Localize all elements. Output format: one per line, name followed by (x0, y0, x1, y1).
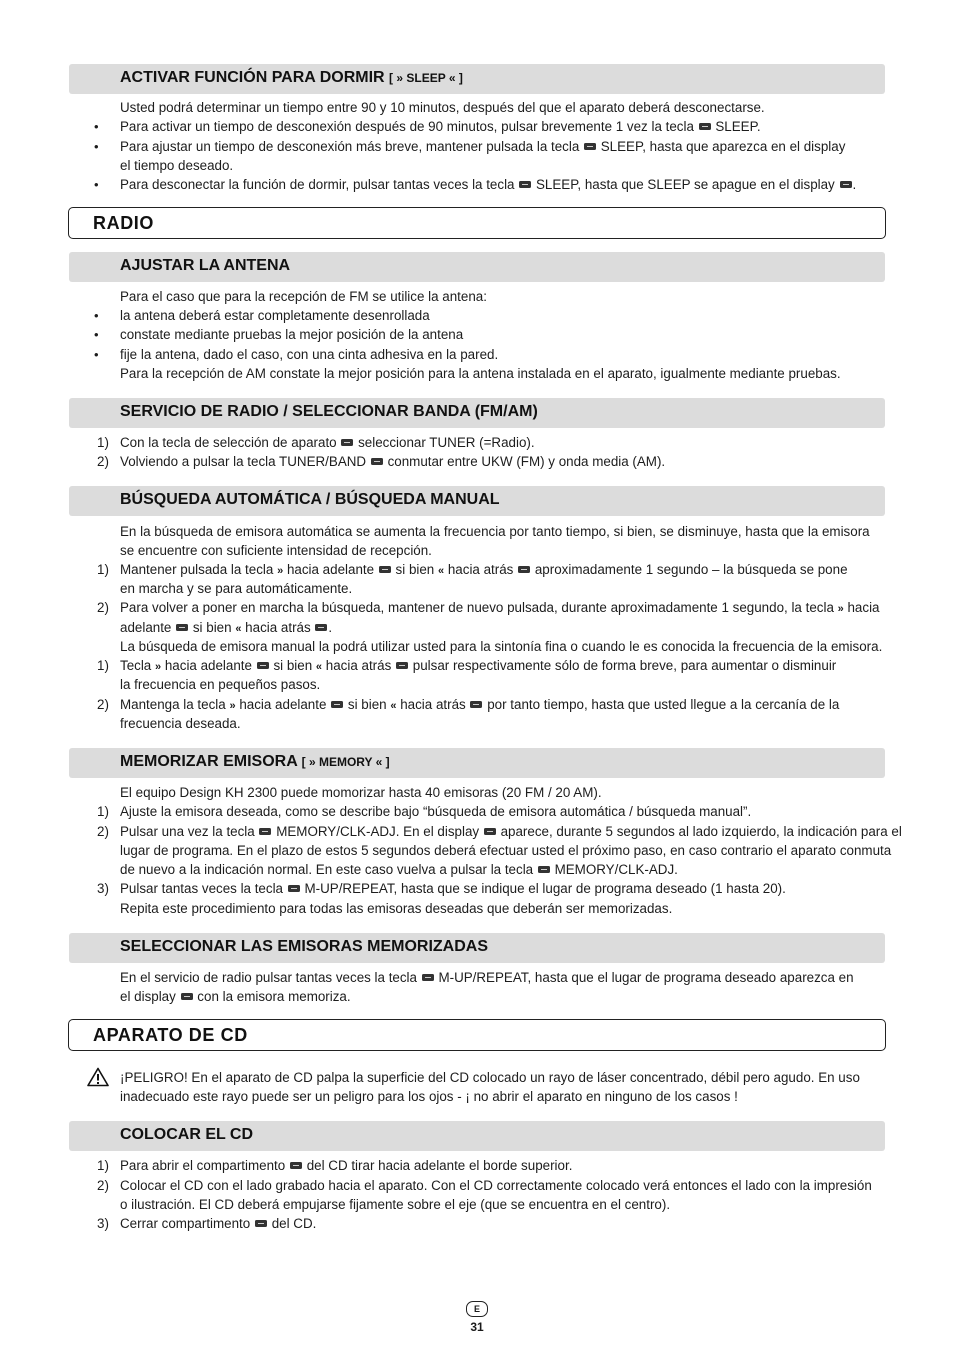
key-icon (699, 123, 711, 130)
busqueda-step-2-cont: adelante si bien « hacia atrás . (120, 620, 333, 635)
warning-icon (87, 1067, 109, 1087)
bullet: • (94, 177, 99, 192)
key-icon (290, 1162, 302, 1169)
bullet: • (94, 119, 99, 134)
sleep-bullet-2: Para ajustar un tiempo de desconexión más breve, mantener pulsada la tecla SLEEP, hasta que aparezca en el display (120, 139, 846, 154)
colocar-step-1: Para abrir el compartimento del CD tirar hacia adelante el borde superior. (120, 1158, 573, 1173)
bullet: • (94, 139, 99, 154)
antena-bullet-2: constate mediante pruebas la mejor posición de la antena (120, 327, 464, 342)
banda-step-1: Con la tecla de selección de aparato seleccionar TUNER (=Radio). (120, 435, 535, 450)
busqueda-manual-step-2: Mantenga la tecla » hacia adelante si bien « hacia atrás por tanto tiempo, hasta que usted llegue a la cercanía de la (120, 697, 840, 712)
step-number: 2) (97, 600, 109, 615)
memorizar-step-1: Ajuste la emisora deseada, como se describe bajo “búsqueda de emisora automática / búsqueda manual”. (120, 804, 752, 819)
backward-arrow-icon: « (438, 565, 445, 577)
step-number: 2) (97, 824, 109, 839)
key-icon (379, 566, 391, 573)
step-number: 1) (97, 562, 109, 577)
forward-arrow-icon: » (155, 661, 162, 673)
key-icon (519, 181, 531, 188)
key-icon (288, 885, 300, 892)
cd-warning-2: inadecuado este rayo puede ser un peligro para los ojos - ¡ no abrir el aparato en ninguno de los casos ! (120, 1089, 738, 1104)
sleep-bullet-1: Para activar un tiempo de desconexión después de 90 minutos, pulsar brevemente 1 vez la tecla SLEEP. (120, 119, 761, 134)
backward-arrow-icon: « (235, 623, 242, 635)
display-icon (484, 828, 496, 835)
chapter-title-radio: RADIO (93, 213, 154, 233)
memorizar-step-2-cont2: de nuevo a la indicación normal. En este caso vuelva a pulsar la tecla MEMORY/CLK-ADJ. (120, 862, 678, 877)
step-number: 2) (97, 1178, 109, 1193)
key-icon (371, 458, 383, 465)
forward-arrow-icon: » (277, 565, 284, 577)
key-icon (259, 828, 271, 835)
step-number: 2) (97, 697, 109, 712)
busqueda-step-2: Para volver a poner en marcha la búsqueda, mantener de nuevo pulsada, durante aproximadamente 1 segundo, la tecla » hacia (120, 600, 880, 615)
backward-arrow-icon: « (315, 661, 323, 673)
banda-step-2: Volviendo a pulsar la tecla TUNER/BAND conmutar entre UKW (FM) y onda media (AM). (120, 454, 666, 469)
memorizar-outro: Repita este procedimiento para todas las emisoras deseadas que deberán ser memorizadas. (120, 901, 673, 916)
key-icon (584, 143, 596, 150)
display-icon (181, 993, 193, 1000)
busqueda-p1-cont: se encuentre con suficiente intensidad de recepción. (120, 543, 432, 558)
forward-arrow-icon: » (229, 700, 236, 712)
section-header-banda (69, 398, 885, 428)
antena-intro: Para el caso que para la recepción de FM se utilice la antena: (120, 289, 487, 304)
cd-warning-1: ¡PELIGRO! En el aparato de CD palpa la superficie del CD colocado un rayo de láser concentrado, débil pero agudo. En uso (120, 1070, 860, 1085)
memorizar-intro: El equipo Design KH 2300 puede momorizar hasta 40 emisoras (20 FM / 20 AM). (120, 785, 602, 800)
language-badge: E (466, 1301, 488, 1317)
section-title-banda: SERVICIO DE RADIO / SELECCIONAR BANDA (FM/AM) (120, 403, 538, 420)
step-number: 2) (97, 454, 109, 469)
section-header-seleccionar (69, 933, 885, 963)
step-number: 1) (97, 804, 109, 819)
bullet: • (94, 327, 99, 342)
section-header-antena (69, 252, 885, 282)
memorizar-step-2: Pulsar una vez la tecla MEMORY/CLK-ADJ. En el display aparece, durante 5 segundos al lado izquierdo, la indicación para el (120, 824, 902, 839)
key-icon (176, 624, 188, 631)
chapter-title-cd: APARATO DE CD (93, 1025, 248, 1045)
section-title-busqueda: BÚSQUEDA AUTOMÁTICA / BÚSQUEDA MANUAL (120, 491, 500, 508)
bullet: • (94, 347, 99, 362)
section-header-sleep (69, 64, 885, 94)
chapter-header-cd (68, 1019, 886, 1051)
forward-arrow-icon: » (837, 603, 844, 615)
section-title-memorizar: MEMORIZAR EMISORA (120, 753, 298, 770)
section-title-seleccionar: SELECCIONAR LAS EMISORAS MEMORIZADAS (120, 938, 489, 955)
section-header-busqueda (69, 486, 885, 516)
key-icon (396, 662, 408, 669)
section-header-memorizar (69, 748, 885, 778)
section-title-colocar: COLOCAR EL CD (120, 1126, 254, 1143)
step-number: 1) (97, 658, 109, 673)
antena-bullet-1: la antena deberá estar completamente desenrollada (120, 308, 430, 323)
key-icon (257, 662, 269, 669)
section-tag-memorizar: [ » MEMORY « ] (301, 755, 390, 769)
section-title-sleep: ACTIVAR FUNCIÓN PARA DORMIR (120, 69, 385, 86)
key-icon (255, 1220, 267, 1227)
busqueda-manual-step-1: Tecla » hacia adelante si bien « hacia atrás pulsar respectivamente sólo de forma breve, para aumentar o disminuir (120, 658, 837, 673)
busqueda-p2: La búsqueda de emisora manual la podrá utilizar usted para la sintonía fina o cuando le es conocida la frecuencia de la emisora. (120, 639, 883, 654)
key-icon (331, 701, 343, 708)
bullet: • (94, 308, 99, 323)
seleccionar-text: En el servicio de radio pulsar tantas veces la tecla M-UP/REPEAT, hasta que el lugar de programa deseado aparezca en (120, 970, 854, 985)
step-number: 3) (97, 881, 109, 896)
key-icon (518, 566, 530, 573)
step-number: 1) (97, 435, 109, 450)
step-number: 3) (97, 1216, 109, 1231)
key-icon (422, 974, 434, 981)
colocar-step-2-cont: o ilustración. El CD deberá empujarse fijamente sobre el eje (que se encuentra en el centro). (120, 1197, 671, 1212)
antena-bullet-3: fije la antena, dado el caso, con una cinta adhesiva en la pared. (120, 347, 499, 362)
backward-arrow-icon: « (390, 700, 397, 712)
sleep-bullet-2-cont: el tiempo deseado. (120, 158, 234, 173)
section-header-colocar (69, 1121, 885, 1151)
busqueda-manual-step-2-cont: frecuencia deseada. (120, 716, 241, 731)
key-icon (538, 866, 550, 873)
memorizar-step-2-cont: lugar de programa. En el plazo de estos 5 segundos deberá efectuar usted el próximo paso, en caso contrario el aparato conmuta (120, 843, 892, 858)
busqueda-step-1: Mantener pulsada la tecla » hacia adelante si bien « hacia atrás aproximadamente 1 segundo – la búsqueda se pone (120, 562, 848, 577)
step-number: 1) (97, 1158, 109, 1173)
sleep-bullet-3: Para desconectar la función de dormir, pulsar tantas veces la tecla SLEEP, hasta que SLEEP se apague en el display . (120, 177, 857, 192)
antena-outro: Para la recepción de AM constate la mejor posición para la antena instalada en el aparato, igualmente mediante pruebas. (120, 366, 841, 381)
busqueda-manual-step-1-cont: la frecuencia en pequeños pasos. (120, 677, 321, 692)
section-tag-sleep: [ » SLEEP « ] (389, 71, 463, 85)
busqueda-step-1-cont: en marcha y se para automáticamente. (120, 581, 353, 596)
colocar-step-2: Colocar el CD con el lado grabado hacia el aparato. Con el CD correctamente colocado verá entonces el lado con la impresión (120, 1178, 872, 1193)
sleep-intro: Usted podrá determinar un tiempo entre 90 y 10 minutos, después del que el aparato deberá desconectarse. (120, 100, 765, 115)
chapter-header-radio (68, 207, 886, 239)
key-icon (341, 439, 353, 446)
section-title-antena: AJUSTAR LA ANTENA (120, 257, 291, 274)
display-icon (840, 181, 852, 188)
page-number: 31 (470, 1320, 484, 1334)
memorizar-step-3: Pulsar tantas veces la tecla M-UP/REPEAT, hasta que se indique el lugar de programa deseado (1 hasta 20). (120, 881, 786, 896)
busqueda-p1: En la búsqueda de emisora automática se aumenta la frecuencia por tanto tiempo, si bien, se disminuye, hasta que la emisora (120, 524, 870, 539)
key-icon (315, 624, 327, 631)
colocar-step-3: Cerrar compartimento del CD. (120, 1216, 317, 1231)
seleccionar-text-cont: el display con la emisora memoriza. (120, 989, 351, 1004)
key-icon (470, 701, 482, 708)
